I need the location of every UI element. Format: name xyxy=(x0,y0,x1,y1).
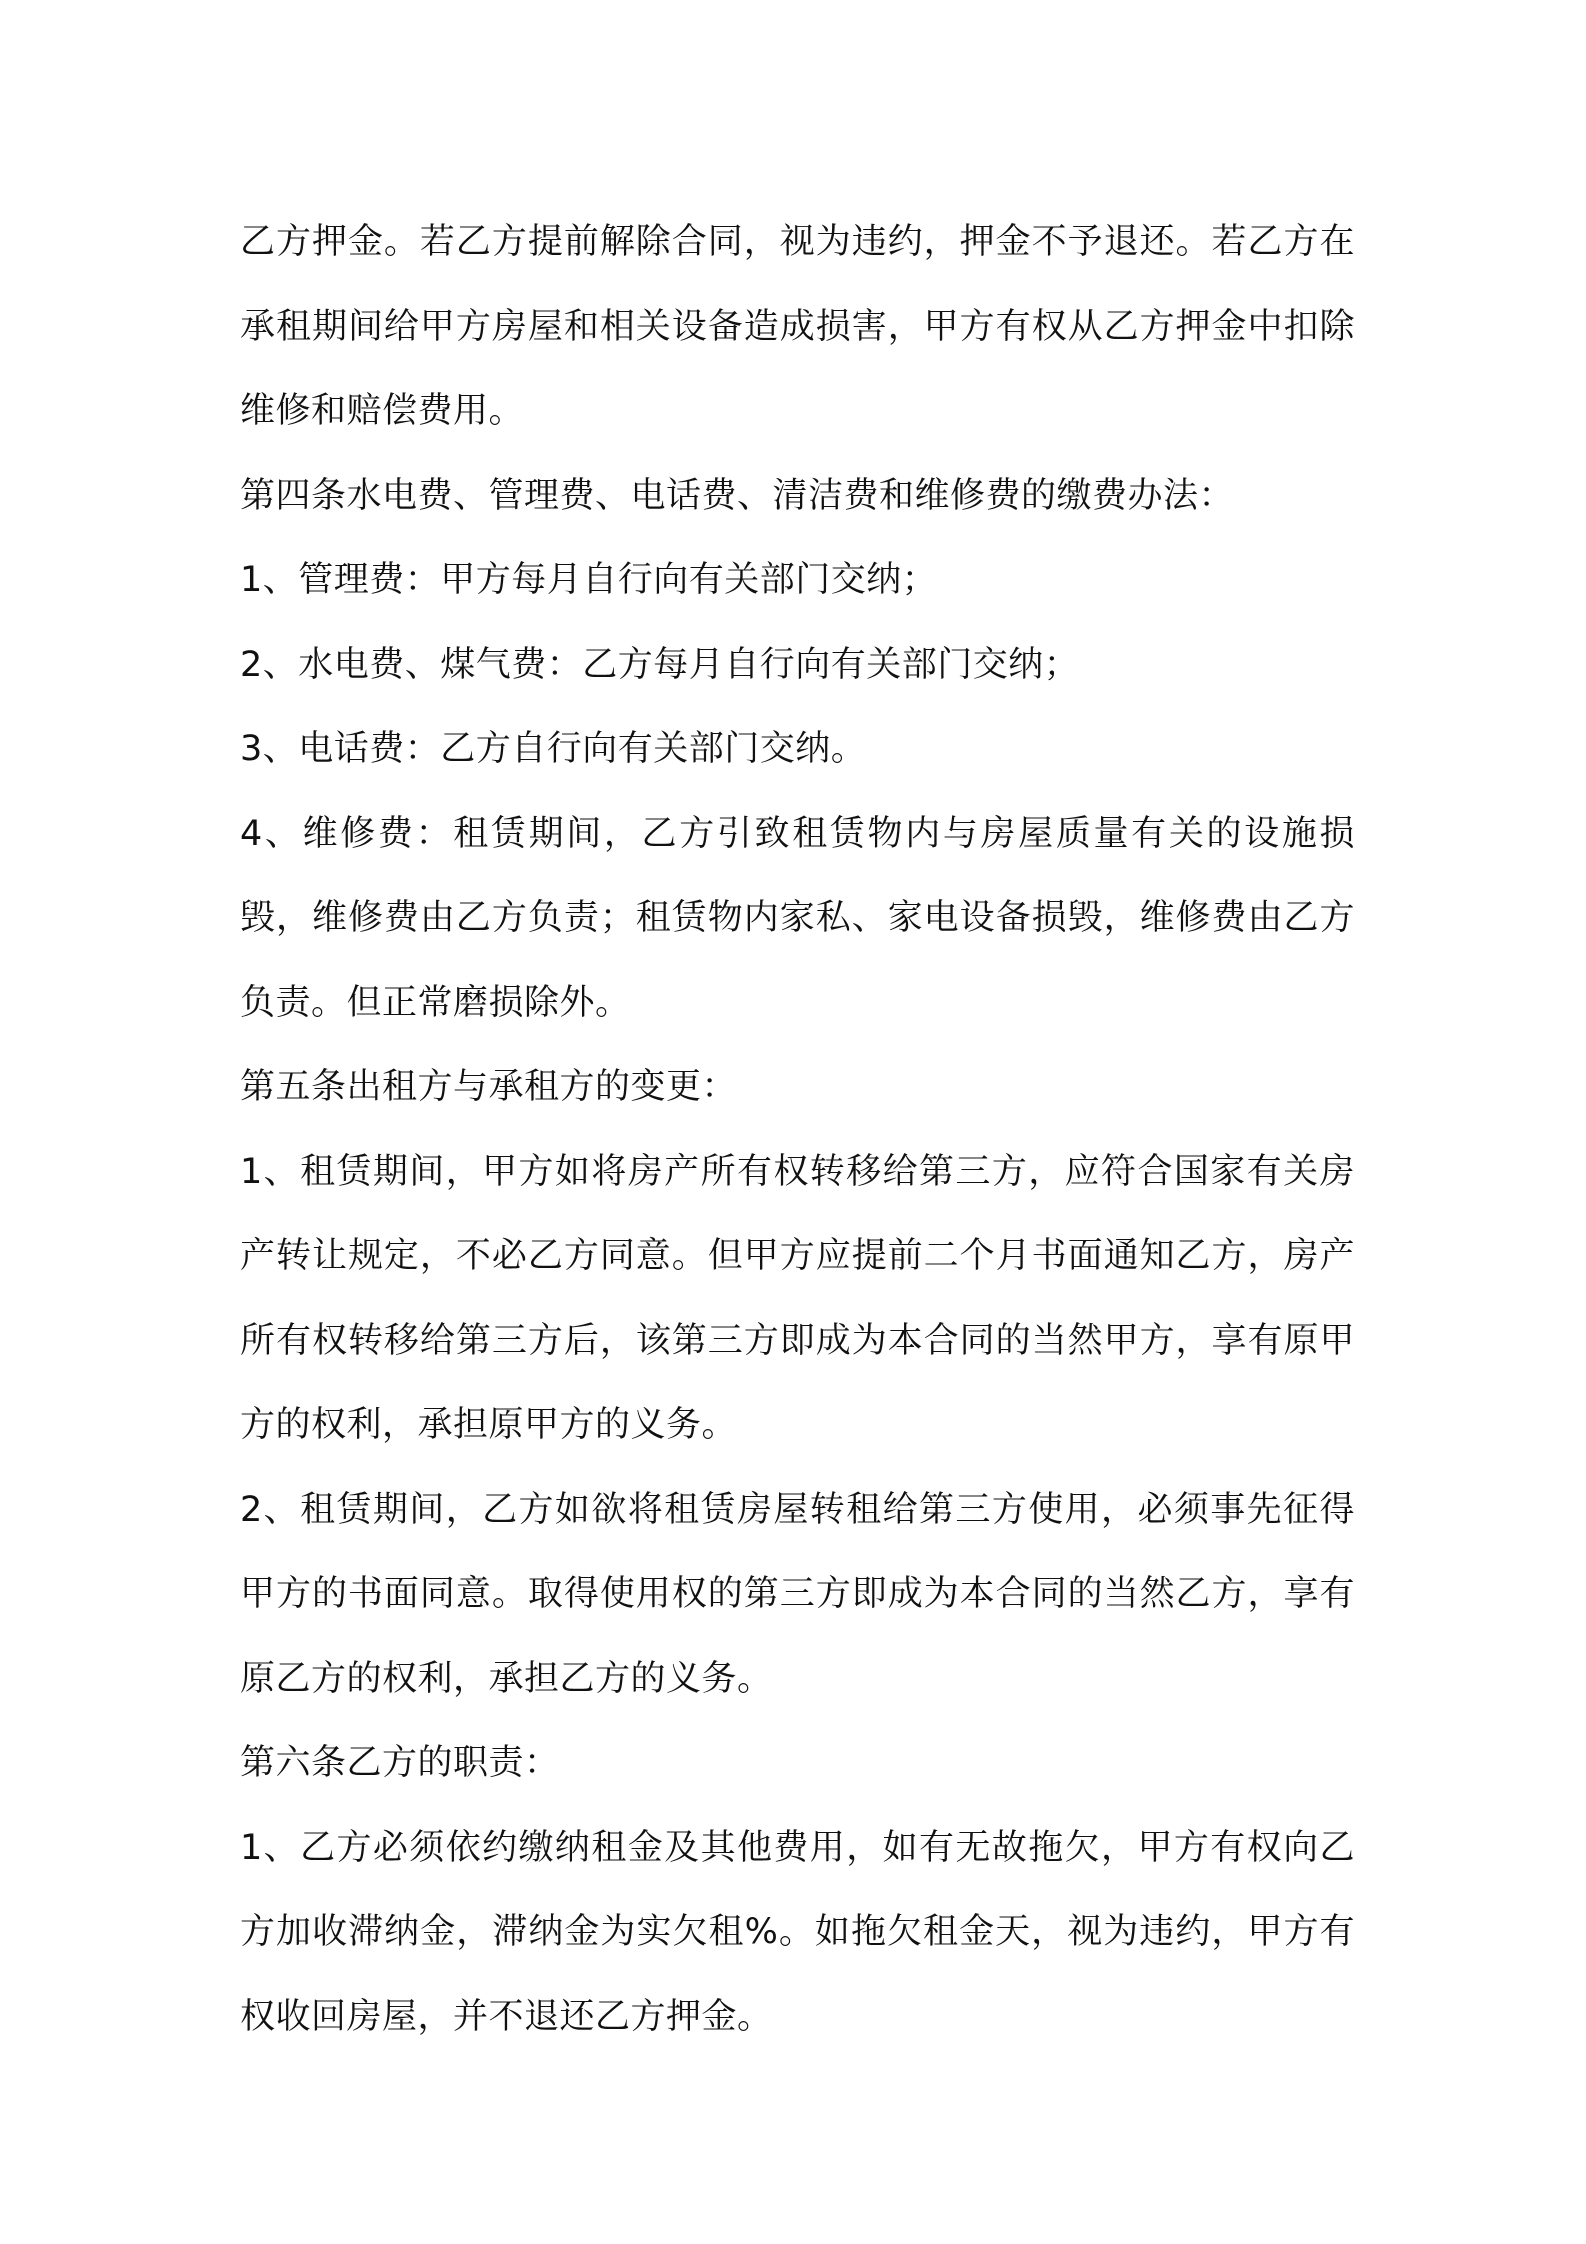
heading-article-5: 第五条出租方与承租方的变更： xyxy=(240,1067,738,1107)
list-item-management-fee: 1、管理费：甲方每月自行向有关部门交纳； xyxy=(240,560,938,600)
list-item-repair-fee: 4、维修费：租赁期间，乙方引致租赁物内与房屋质量有关的设施损毁，维修费由乙方负责；租赁物内家私、家电设备损毁，维修费由乙方负责。但正常磨损除外。 xyxy=(240,813,1355,1023)
list-item-rent-payment: 1、乙方必须依约缴纳租金及其他费用，如有无故拖欠，甲方有权向乙方加收滞纳金，滞纳金为实欠租%。如拖欠租金天，视为违约，甲方有权收回房屋，并不退还乙方押金。 xyxy=(240,1827,1355,2037)
document-page xyxy=(240,200,1355,2059)
list-item-utility-fee: 2、水电费、煤气费：乙方每月自行向有关部门交纳； xyxy=(240,644,1080,685)
list-item-sublease: 2、租赁期间，乙方如欲将租赁房屋转租给第三方使用，必须事先征得甲方的书面同意。取得使用权的第三方即成为本合同的当然乙方，享有原乙方的权利，承担乙方的义务。 xyxy=(240,1489,1355,1699)
heading-article-6: 第六条乙方的职责： xyxy=(240,1743,560,1783)
list-item-phone-fee: 3、电话费：乙方自行向有关部门交纳。 xyxy=(240,729,867,769)
paragraph-deposit-clause: 乙方押金。若乙方提前解除合同，视为违约，押金不予退还。若乙方在承租期间给甲方房屋和相关设备造成损害，甲方有权从乙方押金中扣除维修和赔偿费用。 xyxy=(240,222,1355,431)
heading-article-4: 第四条水电费、管理费、电话费、清洁费和维修费的缴费办法： xyxy=(240,475,1235,516)
list-item-ownership-transfer: 1、租赁期间，甲方如将房产所有权转移给第三方，应符合国家有关房产转让规定，不必乙方同意。但甲方应提前二个月书面通知乙方，房产所有权转移给第三方后，该第三方即成为本合同的当然甲方，享有原甲方的权利，承担原甲方的义务。 xyxy=(240,1151,1355,1445)
